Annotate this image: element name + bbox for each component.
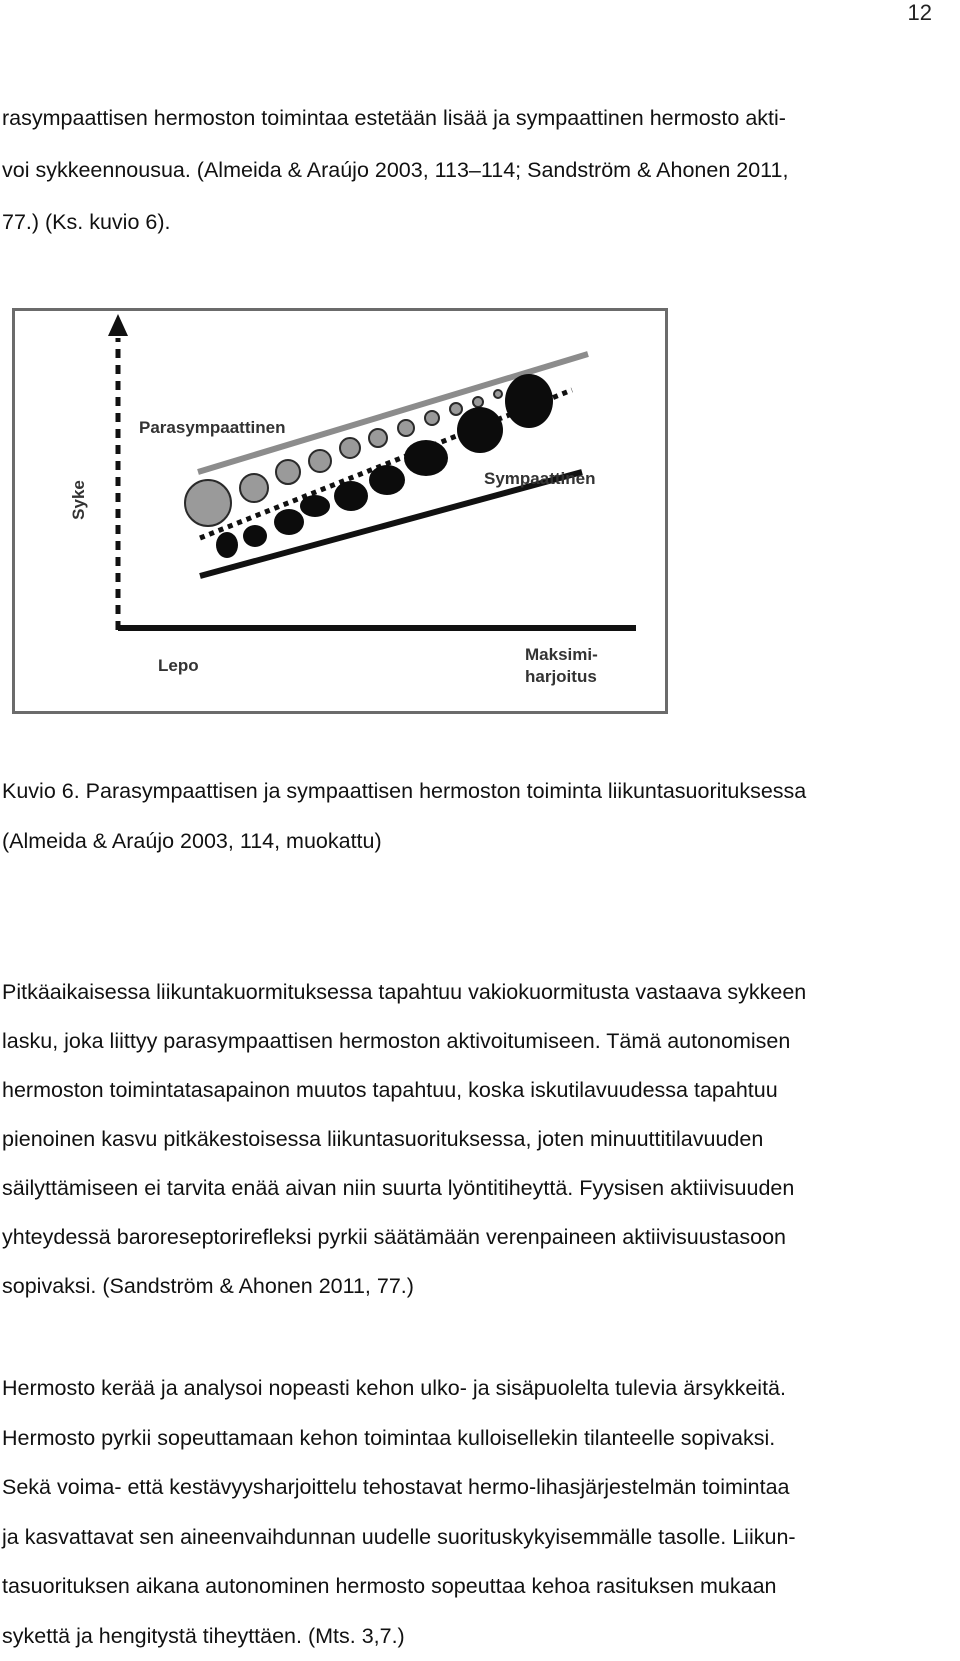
text-line: lasku, joka liittyy parasympaattisen hermoston aktivoitumiseen. Tämä autonomisen [2,1017,806,1066]
symp-circle [274,509,304,535]
caption-line: Kuvio 6. Parasympaattisen ja sympaattisen hermoston toiminta liikuntasuorituksessa [2,766,806,816]
para-circle [309,450,331,472]
figure-caption [2,766,806,866]
label-syke: Syke [69,480,88,520]
body-paragraph-2 [2,968,806,1311]
page-number: 12 [908,0,932,26]
symp-circle [216,532,238,558]
text-line: sopivaksi. (Sandström & Ahonen 2011, 77.) [2,1262,806,1311]
label-lepo: Lepo [158,656,199,675]
text-line: Hermosto pyrkii sopeuttamaan kehon toimintaa kulloisellekin tilanteelle sopivaksi. [2,1414,796,1464]
text-line: Pitkäaikaisessa liikuntakuormituksessa tapahtuu vakiokuormitusta vastaava sykkeen [2,968,806,1017]
text-line: ja kasvattavat sen aineenvaihdunnan uudelle suorituskykyisemmälle tasolle. Liikun- [2,1513,796,1563]
text-line: Sekä voima- että kestävyysharjoittelu tehostavat hermo-lihasjärjestelmän toimintaa [2,1463,796,1513]
symp-circle [300,495,330,517]
nervous-system-diagram [12,308,668,742]
para-circle [450,403,462,415]
caption-line: (Almeida & Araújo 2003, 114, muokattu) [2,816,806,866]
label-maksimi-line2: harjoitus [525,667,597,686]
text-line: pienoinen kasvu pitkäkestoisessa liikuntasuorituksessa, joten minuuttitilavuuden [2,1115,806,1164]
text-line: hermoston toimintatasapainon muutos tapahtuu, koska iskutilavuudessa tapahtuu [2,1066,806,1115]
text-line: tasuorituksen aikana autonominen hermosto sopeuttaa kehoa rasituksen mukaan [2,1562,796,1612]
text-line: sykettä ja hengitystä tiheyttäen. (Mts. 3,7.) [2,1612,796,1661]
text-line: säilyttämiseen ei tarvita enää aivan niin suurta lyöntitiheyttä. Fyysisen aktiivisuuden [2,1164,806,1213]
symp-circle [243,525,267,547]
figure-6 [12,308,668,742]
intro-paragraph [2,92,788,248]
text-line: yhteydessä baroreseptorirefleksi pyrkii säätämään verenpaineen aktiivisuustasoon [2,1213,806,1262]
symp-circle [404,440,448,476]
para-circle [276,460,300,484]
para-circle [425,411,439,425]
symp-circle [369,465,405,495]
body-paragraph-3 [2,1364,796,1661]
para-circle [494,390,502,398]
text-line: Hermosto kerää ja analysoi nopeasti kehon ulko- ja sisäpuolelta tulevia ärsykkeitä. [2,1364,796,1414]
symp-circle [457,407,503,453]
text-line: 77.) (Ks. kuvio 6). [2,196,788,248]
para-circle [340,438,360,458]
label-maksimi-line1: Maksimi- [525,645,598,664]
para-circle [398,420,414,436]
para-circle [240,474,268,502]
symp-circle [334,481,368,511]
text-line: voi sykkeennousua. (Almeida & Araújo 2003, 113–114; Sandström & Ahonen 2011, [2,144,788,196]
para-circle [369,429,387,447]
para-circle [473,397,483,407]
label-parasympaattinen: Parasympaattinen [139,418,285,437]
symp-circle [505,374,553,428]
text-line: rasympaattisen hermoston toimintaa estetään lisää ja sympaattinen hermosto akti- [2,92,788,144]
para-circle [185,480,231,526]
label-sympaattinen: Sympaattinen [484,469,595,488]
